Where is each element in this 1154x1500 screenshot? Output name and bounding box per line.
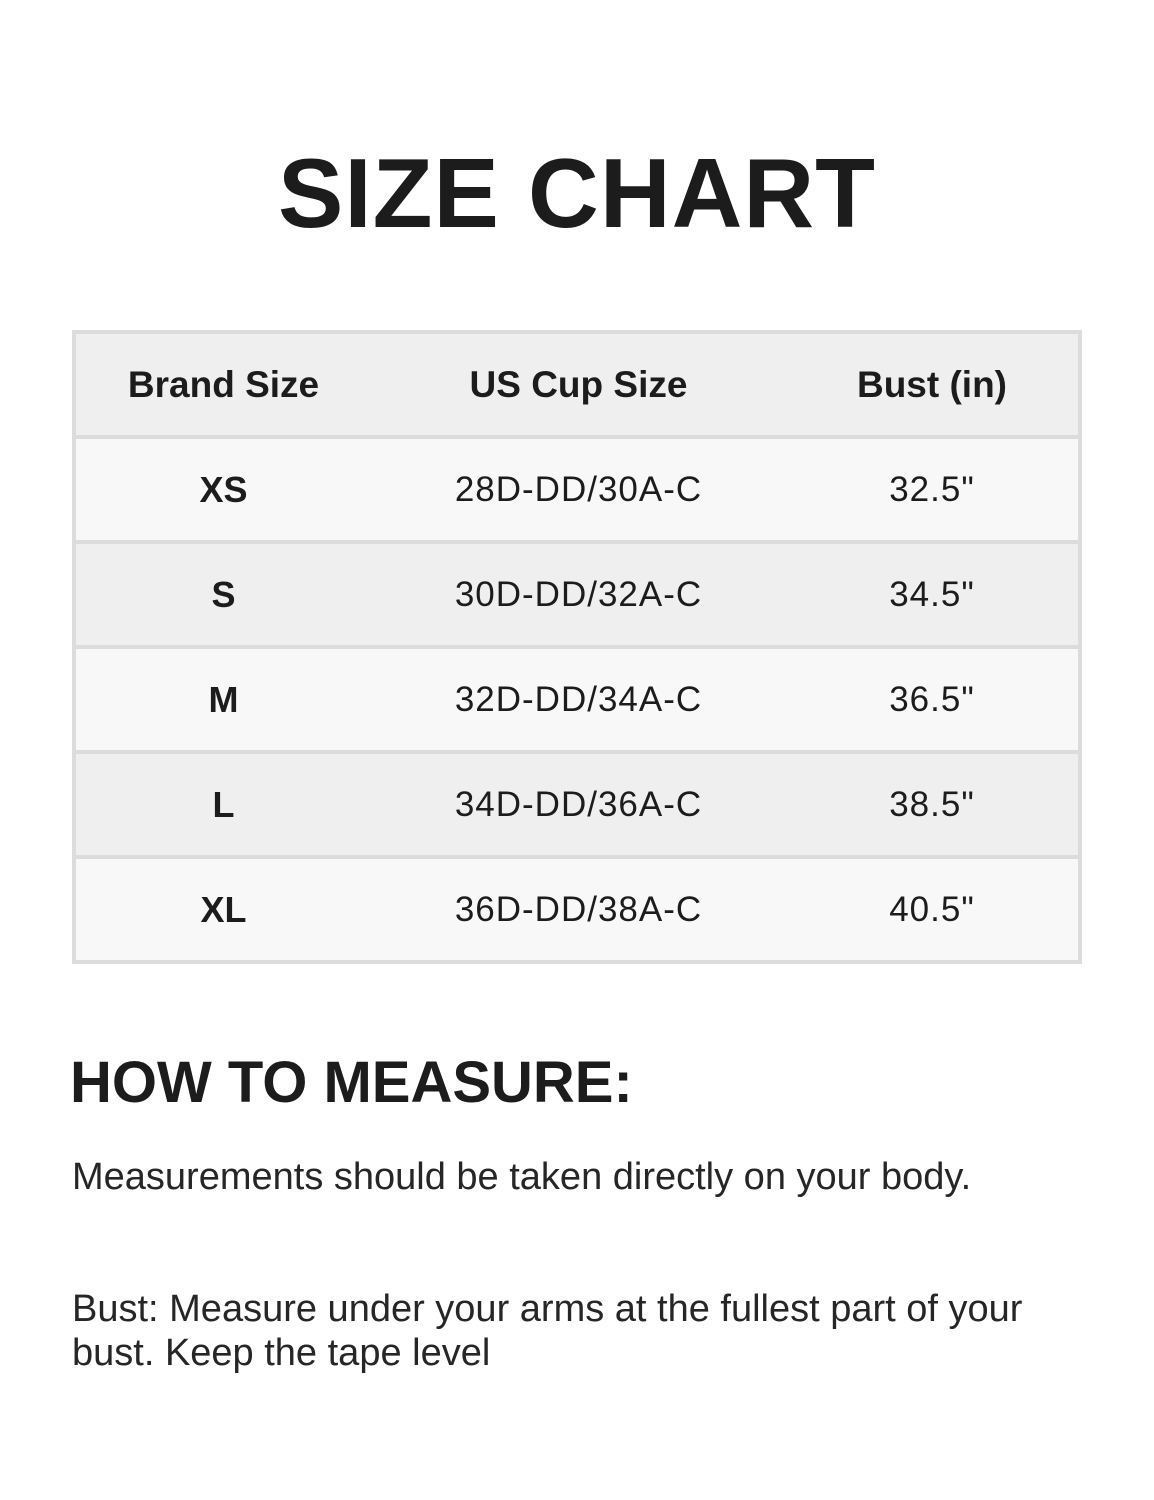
bust-cell: 32.5" [786,439,1078,544]
us-cup-size-cell: 32D-DD/34A-C [371,649,786,754]
measure-instruction-general: Measurements should be taken directly on your body. [72,1156,972,1198]
brand-size-cell: M [76,649,371,754]
table-row [76,649,1078,754]
us-cup-size-cell: 28D-DD/30A-C [371,439,786,544]
measure-instruction-bust: Bust: Measure under your arms at the fullest part of your bust. Keep the tape level [72,1288,1023,1374]
table-row [76,859,1078,960]
us-cup-size-cell: 36D-DD/38A-C [371,859,786,960]
page-title: SIZE CHART [278,138,876,248]
table-header-row [76,334,1078,439]
size-chart-table [72,330,1082,964]
table-row [76,544,1078,649]
column-header-brand-size: Brand Size [76,334,371,439]
table-row [76,439,1078,544]
bust-cell: 40.5" [786,859,1078,960]
table-row [76,754,1078,859]
column-header-us-cup-size: US Cup Size [371,334,786,439]
bust-cell: 36.5" [786,649,1078,754]
bust-cell: 34.5" [786,544,1078,649]
us-cup-size-cell: 34D-DD/36A-C [371,754,786,859]
column-header-bust: Bust (in) [786,334,1078,439]
brand-size-cell: XL [76,859,371,960]
how-to-measure-heading: HOW TO MEASURE: [70,1050,633,1115]
brand-size-cell: L [76,754,371,859]
brand-size-cell: S [76,544,371,649]
bust-cell: 38.5" [786,754,1078,859]
brand-size-cell: XS [76,439,371,544]
us-cup-size-cell: 30D-DD/32A-C [371,544,786,649]
